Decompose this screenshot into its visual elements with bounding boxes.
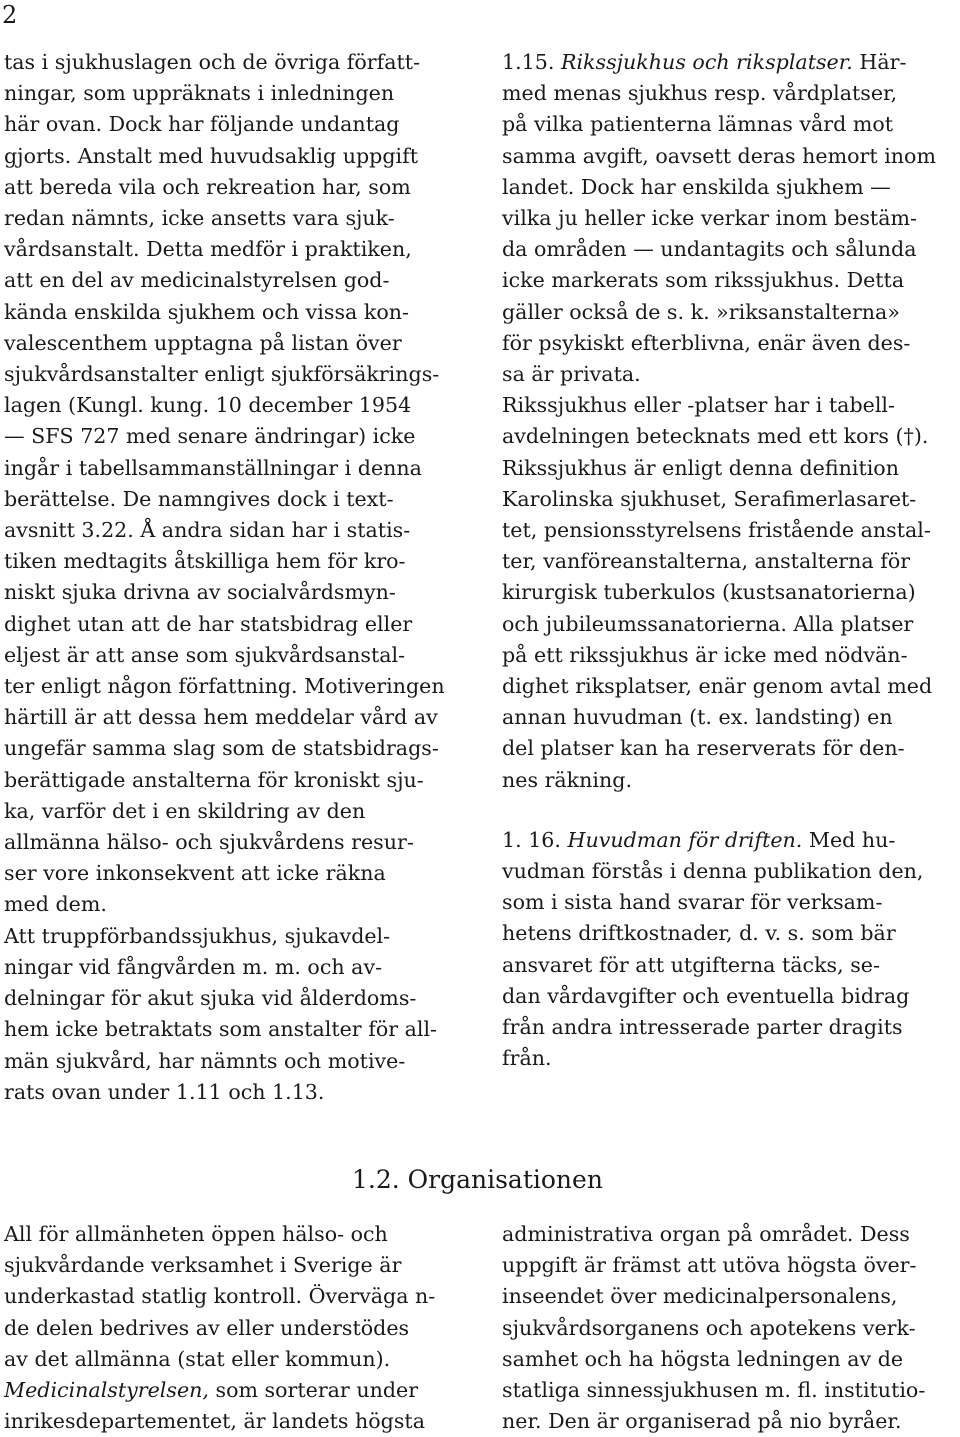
text-line: Rikssjukhus eller -platser har i tabell- bbox=[502, 393, 895, 418]
text-line: niskt sjuka drivna av socialvårdsmyn- bbox=[4, 580, 396, 605]
text-line: de delen bedrives av eller understödes bbox=[4, 1315, 410, 1340]
text-line: tas i sjukhuslagen och de övriga författ- bbox=[4, 50, 421, 74]
text-line: ansvaret för att utgifterna täcks, se- bbox=[502, 952, 880, 977]
section-spacer bbox=[502, 796, 956, 825]
section-number: 1.15. bbox=[502, 50, 555, 74]
text-line: gjorts. Anstalt med huvudsaklig uppgift bbox=[4, 143, 418, 168]
text-line: allmänna hälso- och sjukvårdens resur- bbox=[4, 830, 414, 855]
text-line: som i sista hand svarar för verksam- bbox=[502, 890, 883, 915]
right-column-bottom bbox=[502, 1219, 956, 1437]
text-line: rats ovan under 1.11 och 1.13. bbox=[4, 1079, 325, 1104]
text-line: landet. Dock har enskilda sjukhem — bbox=[502, 174, 891, 199]
text-line: att en del av medicinalstyrelsen god- bbox=[4, 268, 390, 293]
text-line: tet, pensionsstyrelsens fristående anstal- bbox=[502, 518, 931, 543]
text-line: på vilka patienterna lämnas vård mot bbox=[502, 112, 894, 137]
text-fragment: Här- bbox=[859, 50, 907, 74]
text-line: tiken medtagits åtskilliga hem för kro- bbox=[4, 549, 406, 574]
left-column-top bbox=[4, 47, 462, 1108]
text-line: inrikesdepartementet, är landets högsta bbox=[4, 1409, 425, 1434]
text-line: sa är privata. bbox=[502, 362, 641, 387]
text-line: samhet och ha högsta ledningen av de bbox=[502, 1346, 904, 1371]
paragraph-medicinalstyrelsen-cont bbox=[502, 1219, 956, 1437]
text-line: ingår i tabellsammanställningar i denna bbox=[4, 455, 422, 480]
text-line: för psykiskt efterblivna, enär även des- bbox=[502, 330, 911, 355]
text-line: ter, vanföreanstalterna, anstalterna för bbox=[502, 549, 911, 574]
text-line: att bereda vila och rekreation har, som bbox=[4, 174, 411, 199]
text-fragment: Med hu- bbox=[808, 827, 896, 852]
text-line: med menas sjukhus resp. vårdplatser, bbox=[502, 81, 898, 106]
text-line: ningar, som uppräknats i inledningen bbox=[4, 81, 395, 106]
section-1-16 bbox=[502, 825, 956, 1075]
text-line: hem icke betraktats som anstalter för all- bbox=[4, 1017, 438, 1042]
text-line bbox=[502, 47, 956, 78]
text-line: uppgift är främst att utöva högsta över- bbox=[502, 1253, 917, 1278]
text-line: ningar vid fångvården m. m. och av- bbox=[4, 954, 383, 979]
text-line: — SFS 727 med senare ändringar) icke bbox=[4, 424, 416, 449]
text-line: del platser kan ha reserverats för den- bbox=[502, 736, 905, 761]
text-line: kirurgisk tuberkulos (kustsanatorierna) bbox=[502, 580, 916, 605]
text-line: da områden — undantagits och sålunda bbox=[502, 237, 917, 262]
agency-name: Medicinalstyrelsen, bbox=[4, 1378, 209, 1403]
text-line: dighet utan att de har statsbidrag eller bbox=[4, 611, 413, 636]
text-line: dan vårdavgifter och eventuella bidrag bbox=[502, 983, 910, 1008]
text-line bbox=[502, 825, 956, 856]
paragraph-exceptions bbox=[4, 47, 462, 921]
text-line: berättigade anstalterna för kroniskt sju- bbox=[4, 767, 424, 792]
text-line: härtill är att dessa hem meddelar vård av bbox=[4, 705, 438, 730]
text-line: dighet riksplatser, enär genom avtal med bbox=[502, 674, 933, 699]
text-line: statliga sinnessjukhusen m. fl. institutio- bbox=[502, 1378, 926, 1403]
text-line: vudman förstås i denna publikation den, bbox=[502, 859, 924, 884]
text-line: valescenthem upptagna på listan över bbox=[4, 330, 402, 355]
text-line: Att truppförbandssjukhus, sjukavdel- bbox=[4, 923, 391, 948]
text-line: nes räkning. bbox=[502, 767, 633, 792]
text-line: delningar för akut sjuka vid ålderdoms- bbox=[4, 986, 417, 1011]
text-line: avdelningen betecknats med ett kors (†). bbox=[502, 424, 929, 449]
text-line: med dem. bbox=[4, 892, 107, 917]
paragraph-military-hospitals bbox=[4, 921, 462, 1108]
text-line: avsnitt 3.22. Å andra sidan har i statis- bbox=[4, 518, 411, 543]
text-line: lagen (Kungl. kung. 10 december 1954 bbox=[4, 393, 412, 418]
text-line: All för allmänheten öppen hälso- och bbox=[4, 1222, 388, 1246]
text-line: män sjukvård, har nämnts och motive- bbox=[4, 1048, 406, 1073]
text-line: ungefär samma slag som de statsbidrags- bbox=[4, 736, 439, 761]
text-line: ner. Den är organiserad på nio byråer. bbox=[502, 1409, 902, 1434]
text-line: redan nämnts, icke ansetts vara sjuk- bbox=[4, 206, 395, 231]
text-line: från andra intresserade parter dragits bbox=[502, 1015, 903, 1040]
text-line: på ett rikssjukhus är icke med nödvän- bbox=[502, 642, 908, 667]
section-number: 1. 16. bbox=[502, 827, 561, 852]
text-line: samma avgift, oavsett deras hemort inom bbox=[502, 143, 936, 168]
text-line: Karolinska sjukhuset, Serafimerlasaret- bbox=[502, 486, 917, 511]
text-line: här ovan. Dock har följande undantag bbox=[4, 112, 400, 137]
text-line: ter enligt någon författning. Motiveringen bbox=[4, 674, 445, 699]
text-line: sjukvårdsorganens och apotekens verk- bbox=[502, 1315, 916, 1340]
text-line: sjukvårdande verksamhet i Sverige är bbox=[4, 1253, 402, 1278]
page-number: 2 bbox=[2, 1, 18, 29]
text-line: och jubileumssanatorierna. Alla platser bbox=[502, 611, 914, 636]
section-1-15 bbox=[502, 47, 956, 796]
text-line bbox=[4, 1375, 462, 1406]
text-line: inseendet över medicinalpersonalens, bbox=[502, 1284, 898, 1309]
text-line: gäller också de s. k. »riksanstalterna» bbox=[502, 299, 900, 324]
text-line: vilka ju heller icke verkar inom bestäm- bbox=[502, 206, 917, 231]
text-line: berättelse. De namngives dock i text- bbox=[4, 486, 394, 511]
text-line: av det allmänna (stat eller kommun). bbox=[4, 1346, 391, 1371]
text-fragment: som sorterar under bbox=[215, 1378, 419, 1403]
text-line: från. bbox=[502, 1046, 552, 1071]
right-column-top bbox=[502, 47, 956, 1075]
text-line: administrativa organ på området. Dess bbox=[502, 1222, 910, 1246]
section-title: Huvudman för driften. bbox=[567, 827, 803, 852]
text-line: eljest är att anse som sjukvårdsanstal- bbox=[4, 642, 406, 667]
paragraph-medicinalstyrelsen bbox=[4, 1375, 462, 1437]
text-line: Rikssjukhus är enligt denna definition bbox=[502, 455, 899, 480]
section-heading-organisation: 1.2. Organisationen bbox=[352, 1165, 603, 1194]
text-line: underkastad statlig kontroll. Överväga n- bbox=[4, 1284, 436, 1309]
left-column-bottom bbox=[4, 1219, 462, 1437]
text-line: annan huvudman (t. ex. landsting) en bbox=[502, 705, 893, 730]
text-line: kända enskilda sjukhem och vissa kon- bbox=[4, 299, 409, 324]
text-line: vårdsanstalt. Detta medför i praktiken, bbox=[4, 237, 412, 262]
text-line: ser vore inkonsekvent att icke räkna bbox=[4, 861, 386, 886]
text-line: hetens driftkostnader, d. v. s. som bär bbox=[502, 921, 896, 946]
paragraph-organisation bbox=[4, 1219, 462, 1375]
section-title: Rikssjukhus och riksplatser. bbox=[560, 50, 853, 74]
text-line: icke markerats som rikssjukhus. Detta bbox=[502, 268, 905, 293]
text-line: ka, varför det i en skildring av den bbox=[4, 798, 366, 823]
text-line: sjukvårdsanstalter enligt sjukförsäkrings- bbox=[4, 362, 440, 387]
